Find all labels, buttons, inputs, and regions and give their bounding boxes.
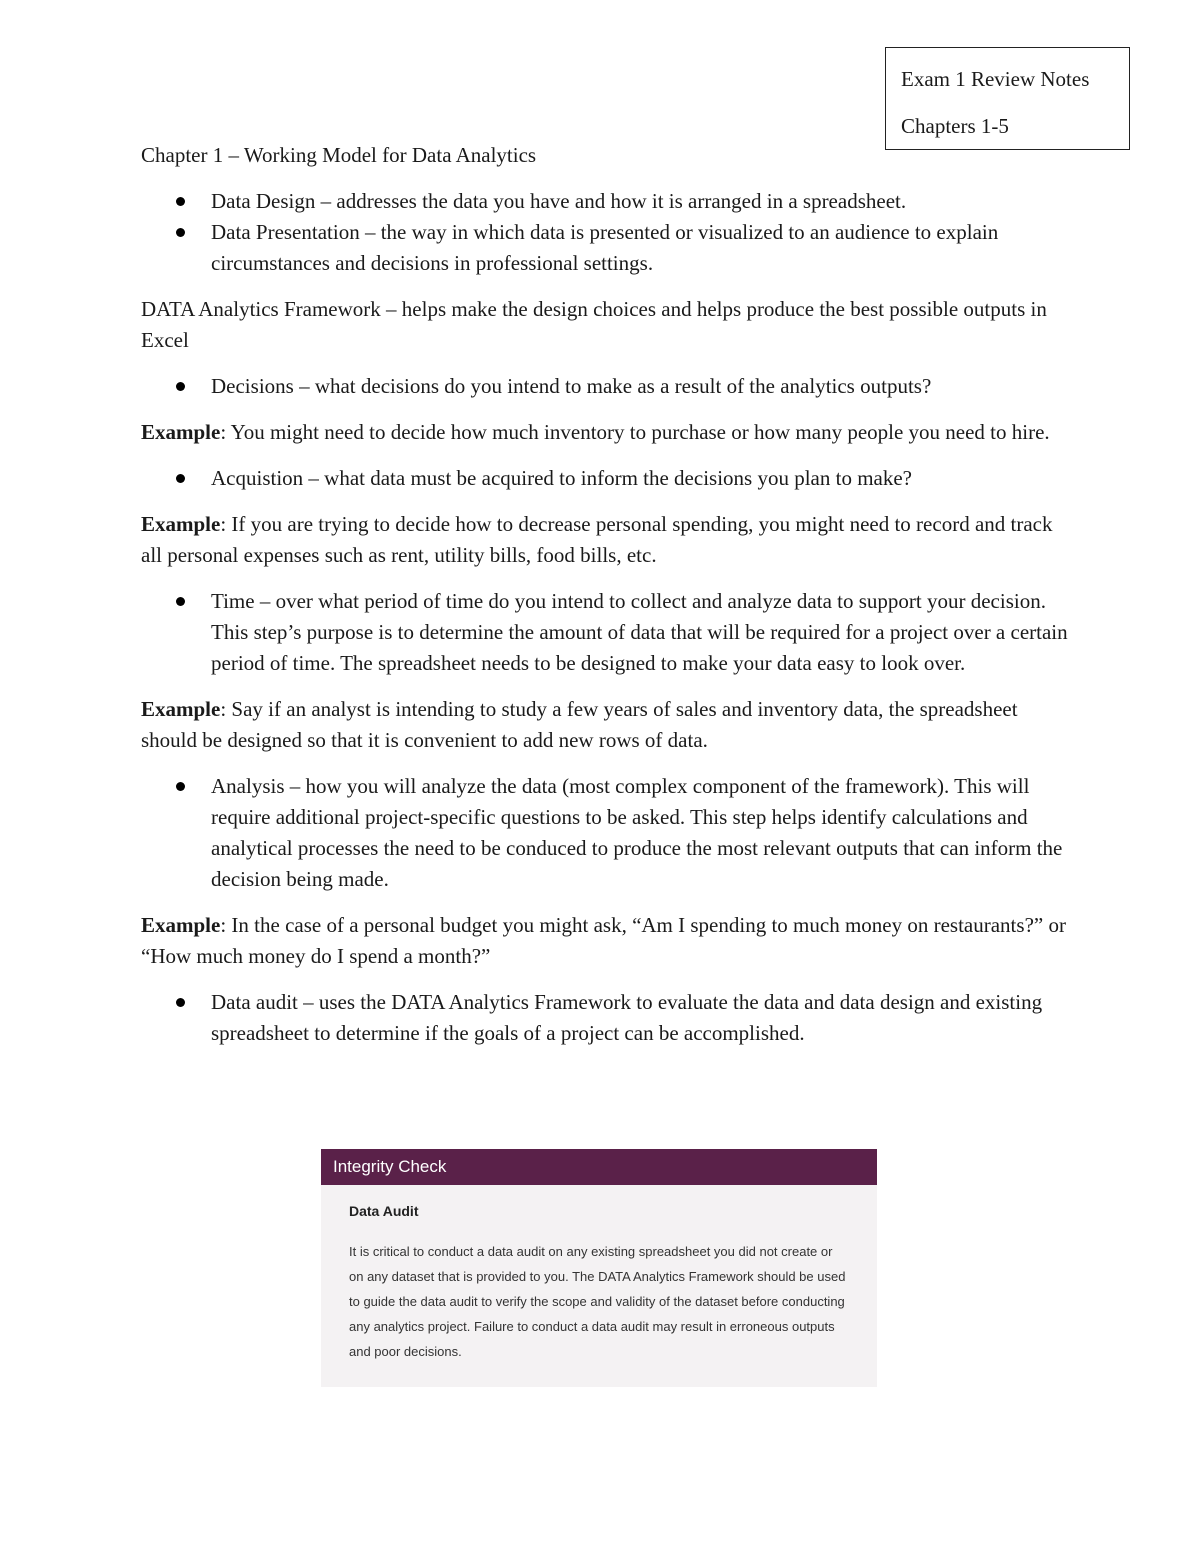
- framework-intro: DATA Analytics Framework – helps make the design choices and helps produce the best possible outputs in Excel: [141, 297, 1047, 352]
- bullet-icon: [176, 597, 185, 606]
- bullet-text: Data audit – uses the DATA Analytics Framework to evaluate the data and data design and existing spreadsheet to determine if the goals of a project can be accomplished.: [211, 990, 1043, 1045]
- example-label: Example: [141, 697, 221, 721]
- bullet-icon: [176, 474, 185, 483]
- bullet-icon: [176, 228, 185, 237]
- decisions-list: [141, 371, 1071, 402]
- example-text: : In the case of a personal budget you might ask, “Am I spending to much money on restaurants?” or “How much money do I spend a month?”: [141, 913, 1066, 968]
- header-title: Exam 1 Review Notes: [901, 67, 1090, 91]
- section1-list: [141, 186, 1071, 279]
- header-chapters: Chapters 1-5: [901, 114, 1009, 138]
- example-text: : If you are trying to decide how to decrease personal spending, you might need to record and track all personal expenses such as rent, utility bills, food bills, etc.: [141, 512, 1053, 567]
- bullet-text: Data Design – addresses the data you have and how it is arranged in a spreadsheet.: [211, 189, 907, 213]
- acquisition-list: [141, 463, 1071, 494]
- bullet-text: Data Presentation – the way in which data is presented or visualized to an audience to explain circumstances and decisions in professional settings.: [211, 220, 999, 275]
- callout-text: It is critical to conduct a data audit on any existing spreadsheet you did not create or on any dataset that is provided to you. The DATA Analytics Framework should be used to guide the data audit to verify the scope and validity of the dataset before conducting any analytics project. Failure to conduct a data audit may result in erroneous outputs and poor decisions.: [349, 1244, 846, 1359]
- analysis-list: [141, 771, 1071, 895]
- bullet-icon: [176, 197, 185, 206]
- bullet-icon: [176, 782, 185, 791]
- list-item: [141, 586, 1071, 679]
- document-body: [141, 140, 1071, 1064]
- bullet-text: Decisions – what decisions do you intend to make as a result of the analytics outputs?: [211, 374, 932, 398]
- example-analysis: [141, 910, 1071, 972]
- bullet-text: Acquistion – what data must be acquired to inform the decisions you plan to make?: [211, 466, 912, 490]
- list-item: [141, 217, 1071, 279]
- example-text: : You might need to decide how much inventory to purchase or how many people you need to hire.: [220, 420, 1050, 444]
- example-decisions: [141, 417, 1071, 448]
- time-list: [141, 586, 1071, 679]
- example-acquisition: [141, 509, 1071, 571]
- list-item: [141, 771, 1071, 895]
- callout-body: [321, 1185, 877, 1364]
- callout-header: Integrity Check: [321, 1149, 877, 1185]
- callout-title: Data Audit: [349, 1203, 419, 1219]
- bullet-icon: [176, 998, 185, 1007]
- example-label: Example: [141, 913, 221, 937]
- example-label: Example: [141, 512, 221, 536]
- exam-header-box: [885, 47, 1130, 150]
- example-label: Example: [141, 420, 221, 444]
- list-item: [141, 463, 1071, 494]
- audit-list: [141, 987, 1071, 1049]
- bullet-icon: [176, 382, 185, 391]
- list-item: [141, 987, 1071, 1049]
- example-time: [141, 694, 1071, 756]
- integrity-check-callout: [321, 1149, 877, 1387]
- bullet-text: Analysis – how you will analyze the data (most complex component of the framework). This will require additional project-specific questions to be asked. This step helps identify calculations and analytical processes the need to be conduced to produce the most relevant outputs that can inform the decision being made.: [211, 774, 1063, 891]
- bullet-text: Time – over what period of time do you intend to collect and analyze data to support your decision. This step’s purpose is to determine the amount of data that will be required for a project over a certain period of time. The spreadsheet needs to be designed to make your data easy to look over.: [211, 589, 1068, 675]
- list-item: [141, 371, 1071, 402]
- list-item: [141, 186, 1071, 217]
- chapter-title: Chapter 1 – Working Model for Data Analytics: [141, 143, 537, 167]
- example-text: : Say if an analyst is intending to study a few years of sales and inventory data, the spreadsheet should be designed so that it is convenient to add new rows of data.: [141, 697, 1018, 752]
